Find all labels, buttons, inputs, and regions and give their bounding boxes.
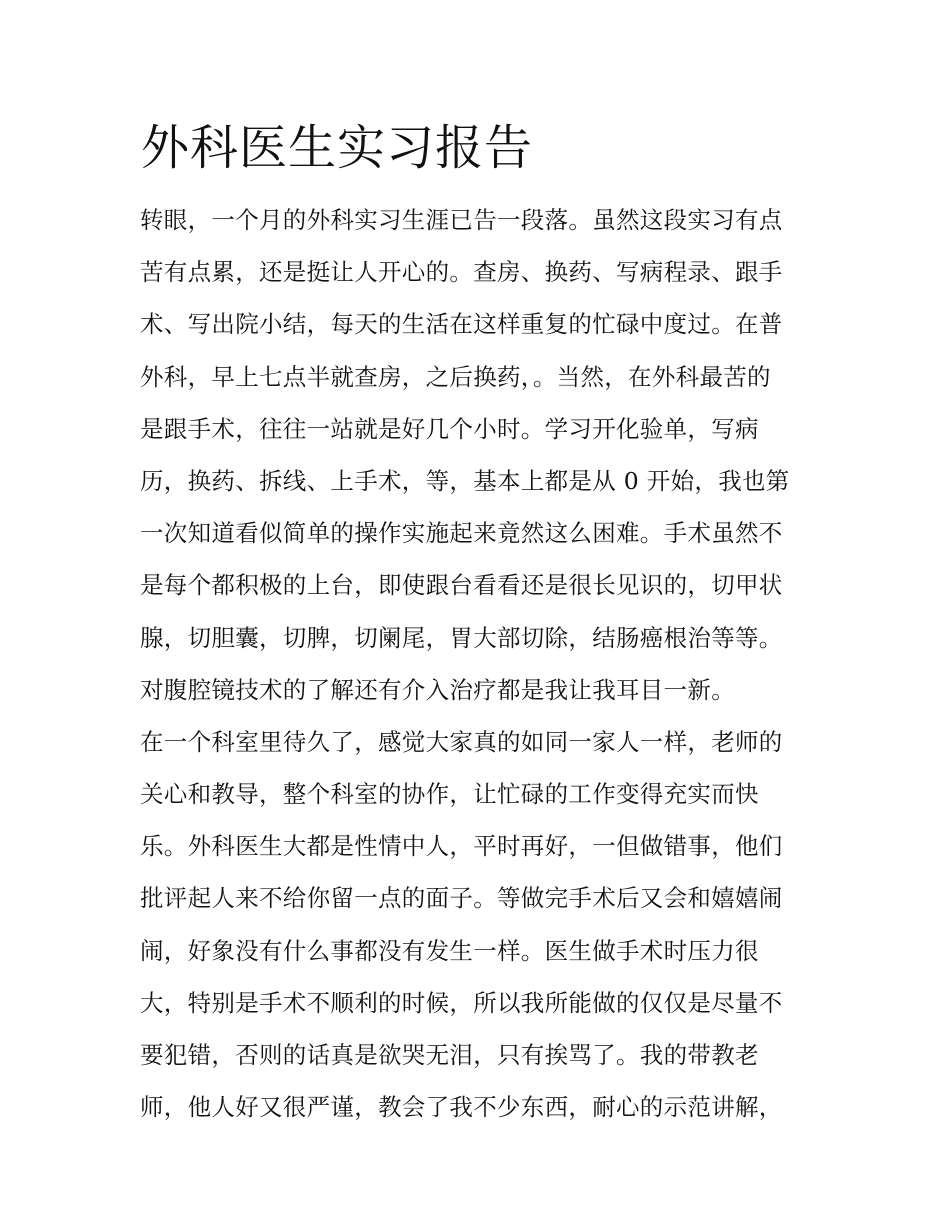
- page-title: 外科医生实习报告: [141, 120, 534, 176]
- text-line: 是跟手术，往往一站就是好几个小时。学习开化验单，写病: [140, 414, 759, 443]
- text-line: 要犯错，否则的话真是欲哭无泪，只有挨骂了。我的带教老: [140, 1041, 759, 1069]
- text-line: 历，换药、拆线、上手术，等，基本上都是从 0 开始，我也第: [140, 466, 790, 495]
- body-text: [140, 194, 820, 1133]
- text-line: 闹，好象没有什么事都没有发生一样。医生做手术时压力很: [140, 936, 759, 965]
- text-line: 转眼，一个月的外科实习生涯已告一段落。虽然这段实习有点: [140, 206, 783, 234]
- text-line: 关心和教导，整个科室的协作，让忙碌的工作变得充实而快: [140, 780, 759, 809]
- text-line: 对腹腔镜技术的了解还有介入治疗都是我让我耳目一新。: [140, 675, 735, 704]
- text-line: 批评起人来不给你留一点的面子。等做完手术后又会和嬉嬉闹: [140, 884, 783, 913]
- text-line: 乐。外科医生大都是性情中人，平时再好，一但做错事，他们: [140, 832, 783, 861]
- text-line: 一次知道看似简单的操作实施起来竟然这么困难。手术虽然不: [140, 519, 783, 548]
- text-line: 外科，早上七点半就查房，之后换药，。当然，在外科最苦的: [140, 362, 771, 391]
- text-line: 苦有点累，还是挺让人开心的。查房、换药、写病程录、跟手: [140, 258, 783, 287]
- text-line: 大，特别是手术不顺利的时候，所以我所能做的仅仅是尽量不: [140, 988, 783, 1017]
- text-line: 术、写出院小结，每天的生活在这样重复的忙碌中度过。在普: [140, 310, 783, 339]
- text-line: 在一个科室里待久了，感觉大家真的如同一家人一样，老师的: [140, 727, 783, 756]
- text-line: 师，他人好又很严谨，教会了我不少东西，耐心的示范讲解，: [140, 1093, 783, 1122]
- text-line: 腺，切胆囊，切脾，切阑尾，胃大部切除，结肠癌根治等等。: [140, 623, 783, 652]
- text-line: 是每个都积极的上台，即使跟台看看还是很长见识的，切甲状: [140, 571, 783, 600]
